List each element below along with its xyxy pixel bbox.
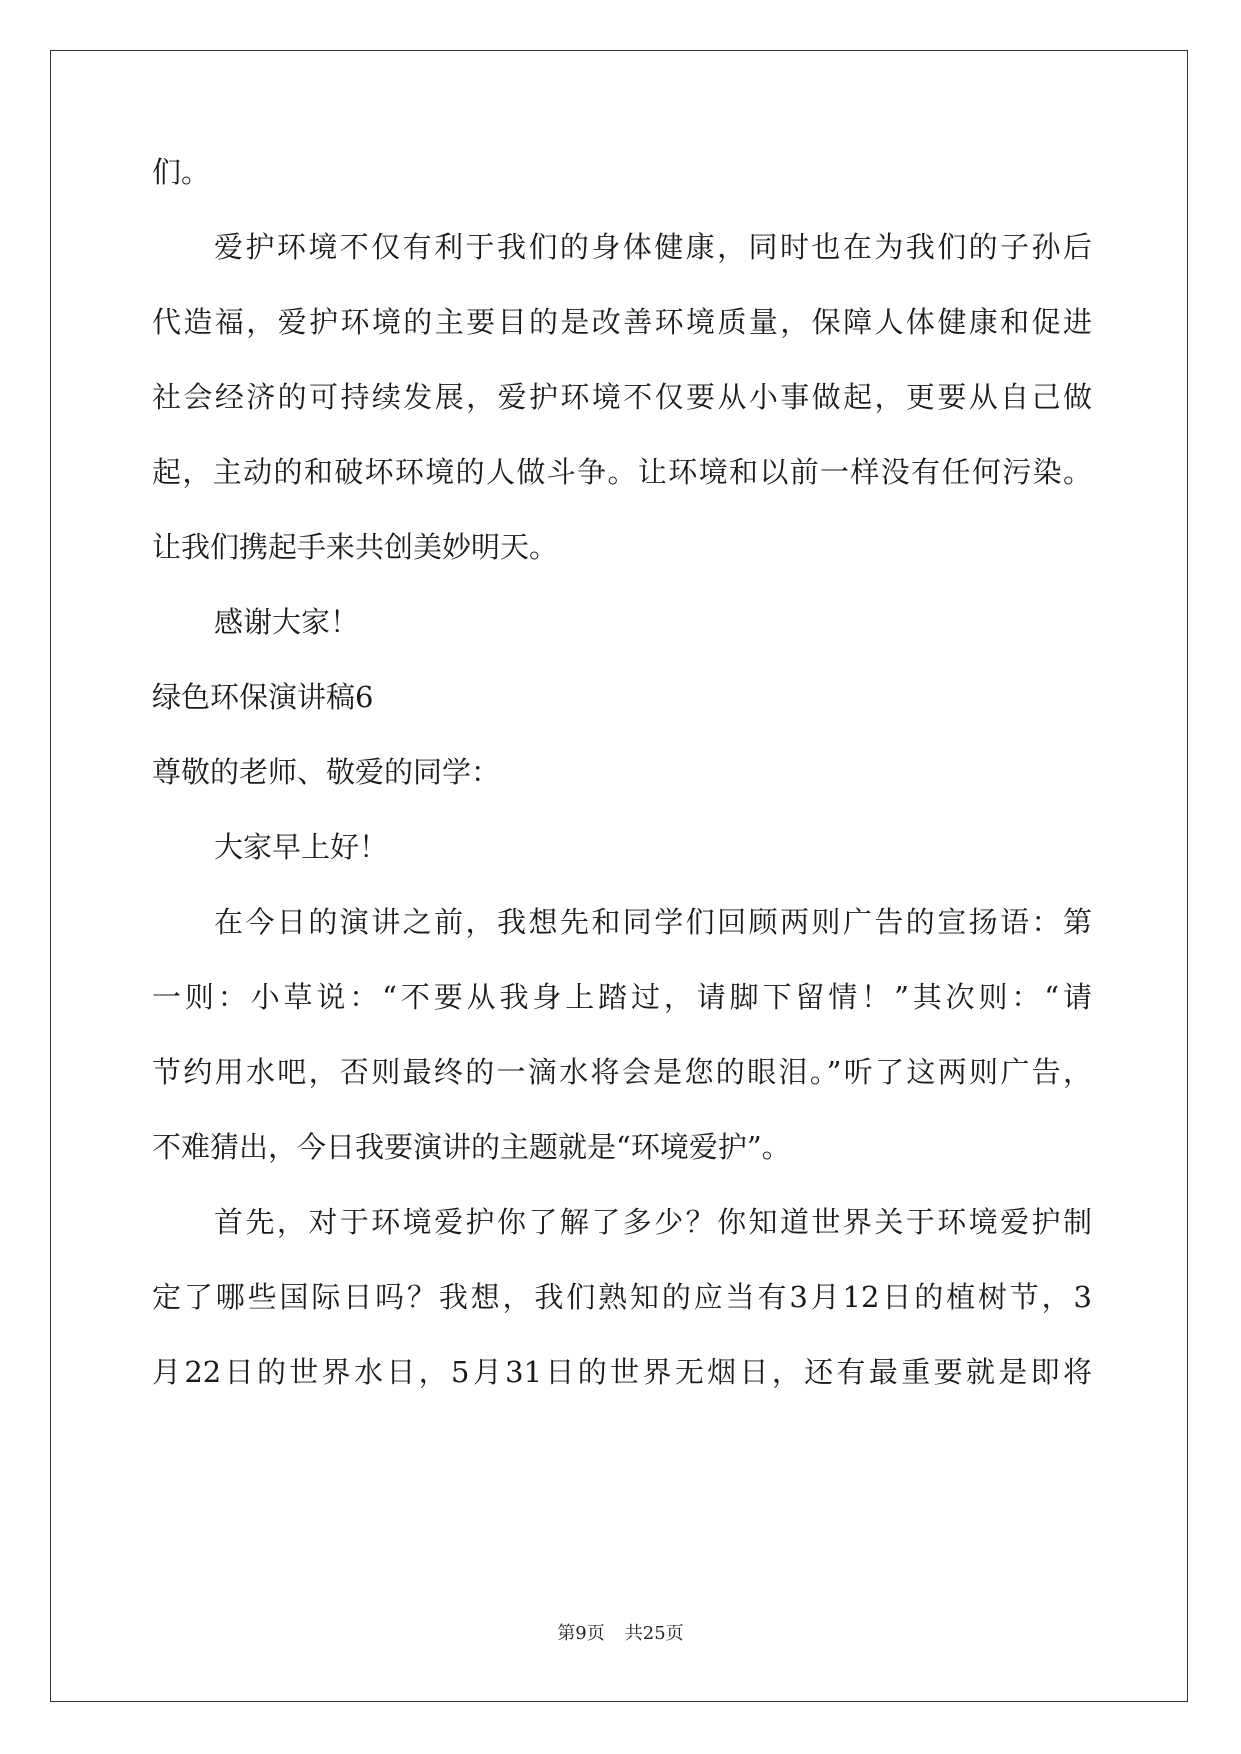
paragraph-line: 定了哪些国际日吗？我想，我们熟知的应当有3月12日的植树节，3 — [152, 1280, 1092, 1314]
salutation-line: 尊敬的老师、敬爱的同学： — [152, 755, 501, 789]
paragraph-line: 大家早上好！ — [214, 830, 389, 864]
paragraph-line: 让我们携起手来共创美妙明天。 — [152, 530, 559, 564]
page-total: 共25页 — [624, 1623, 684, 1644]
paragraph-line: 首先，对于环境爱护你了解了多少？你知道世界关于环境爱护制 — [214, 1205, 1092, 1239]
paragraph-line: 一则：小草说：“不要从我身上踏过，请脚下留情！”其次则：“请 — [152, 980, 1092, 1014]
paragraph-line: 们。 — [152, 155, 211, 189]
page-footer — [0, 1622, 1241, 1646]
paragraph-line: 感谢大家！ — [214, 605, 360, 639]
paragraph-line: 代造福，爱护环境的主要目的是改善环境质量，保障人体健康和促进 — [152, 305, 1092, 339]
page-number: 第9页 — [557, 1623, 605, 1644]
section-heading: 绿色环保演讲稿6 — [152, 680, 374, 714]
page-border — [50, 50, 1188, 1702]
paragraph-line: 不难猜出，今日我要演讲的主题就是“环境爱护”。 — [152, 1130, 791, 1164]
paragraph-line: 爱护环境不仅有利于我们的身体健康，同时也在为我们的子孙后 — [214, 230, 1092, 264]
paragraph-line: 在今日的演讲之前，我想先和同学们回顾两则广告的宣扬语：第 — [214, 905, 1092, 939]
paragraph-line: 月22日的世界水日，5月31日的世界无烟日，还有最重要就是即将 — [152, 1355, 1092, 1389]
paragraph-line: 社会经济的可持续发展，爱护环境不仅要从小事做起，更要从自己做 — [152, 380, 1092, 414]
paragraph-line: 起，主动的和破坏环境的人做斗争。让环境和以前一样没有任何污染。 — [152, 455, 1092, 489]
paragraph-line: 节约用水吧，否则最终的一滴水将会是您的眼泪。”听了这两则广告， — [152, 1055, 1092, 1089]
